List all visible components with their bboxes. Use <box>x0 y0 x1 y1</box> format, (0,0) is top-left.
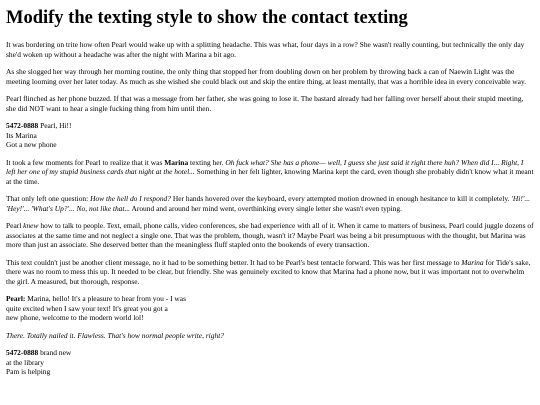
inner-thought: Oh fuck what? She has a phone— well, I guess she just said it right there huh? When did I... Right, I left her one of my stupid business cards that night at the hotel... <box>6 157 524 176</box>
message-line: Its Marina <box>6 130 37 140</box>
text-run: Something in her felt lighter, knowing Marina kept the card, even though she probably didn't know what it meant at the time. <box>6 167 534 186</box>
text-run: for Tide's sake, there was no room to mess this up. It needed to be clear, but friendly. She was genuinely excited to know that Marina had a phone now, but it was important not to overwhelm the girl. A measured, but thorough, response. <box>6 257 531 286</box>
message-line: Got a new phone <box>6 140 57 149</box>
paragraph-1: It was bordering on trite how often Pearl would wake up with a splitting headache. This was what, four days in a row? She wasn't really counting, but technically the only day she'd woken up without a headache was after the night with Marina a bit ago. <box>6 40 525 59</box>
emphasis: knew <box>23 221 39 230</box>
text-run: texting her. <box>188 157 226 167</box>
message-sender: Pearl: <box>6 294 26 303</box>
inner-thought: How the hell do I respond? <box>90 194 171 203</box>
text-message-pearl <box>6 294 534 323</box>
emphasis: Marina <box>461 257 484 267</box>
text-message-marina-2 <box>6 348 534 377</box>
message-line: new phone, welcome to the modern world lol! <box>6 313 144 322</box>
message-line <box>6 294 534 304</box>
paragraph-3: Pearl flinched as her phone buzzed. If that was a message from her father, she was going to lose it. The bastard already had her falling over herself about their stupid meeting, she did NOT want to hear a single fucking thing from him until then. <box>6 94 524 113</box>
inner-thought: There. Totally nailed it. Flawless. That's how normal people write, right? <box>6 330 224 340</box>
message-text: Marina, hello! It's a pleasure to hear from you - I was <box>25 294 186 303</box>
paragraph-4 <box>6 158 534 187</box>
message-text: Pearl, Hi!! <box>38 121 72 130</box>
text-run: This text couldn't just be another client message, no it had to be something better. It had to be Pearl's best tentacle forward. This was her first message to <box>6 257 462 267</box>
paragraph-8 <box>6 331 534 341</box>
paragraph-7 <box>6 258 534 287</box>
text-run: Her hands hovered over the keyboard, every attempted motion drowned in enough hesitance to kill it completely. <box>171 194 512 203</box>
paragraph-5 <box>6 194 534 213</box>
text-message-marina-1 <box>6 121 534 150</box>
page-title: Modify the texting style to show the contact texting <box>6 8 408 28</box>
message-line: Pam is helping <box>6 367 51 376</box>
text-run: That only left one question: <box>6 194 91 203</box>
message-line <box>6 121 534 131</box>
text-run: how to talk to people. Text, email, phone calls, video conferences, she had experience with all of it. When it came to matters of business, Pearl could juggle dozens of associates at the same time and not neglect a single one. That was the problem, though, wasn't it? Maybe Pearl was being a bit presumptuous with the thought, but Marina was more than just an associate. She deserved better than the meaningless fluff stapled onto the bookends of every transaction. <box>6 221 534 249</box>
marina-name: Marina <box>164 157 189 167</box>
paragraph-6 <box>6 221 534 250</box>
message-text: brand new <box>38 348 72 357</box>
message-sender: 5472-0888 <box>6 348 39 357</box>
inner-thought: 'Hi!'... 'Hey!'... 'What's Up?'... No, not like that... <box>6 194 530 213</box>
message-line: at the library <box>6 357 44 367</box>
message-line <box>6 348 534 358</box>
paragraph-2: As she slogged her way through her morning routine, the only thing that stopped her from doubling down on her problem by throwing back a can of Naewin Light was the meeting looming over her later today. As much as she wished she could black out and skip the entire thing, at least mentally, that was a horrible idea in every conceivable way. <box>6 67 527 86</box>
text-run: Around and around her mind went, overthinking every single letter she wasn't even typing. <box>130 203 402 213</box>
text-run: It took a few moments for Pearl to realize that it was <box>6 157 165 167</box>
message-sender: 5472-0888 <box>6 121 39 130</box>
message-line: quite excited when I saw your text! It's great you got a <box>6 303 168 313</box>
text-run: Pearl <box>6 221 24 230</box>
